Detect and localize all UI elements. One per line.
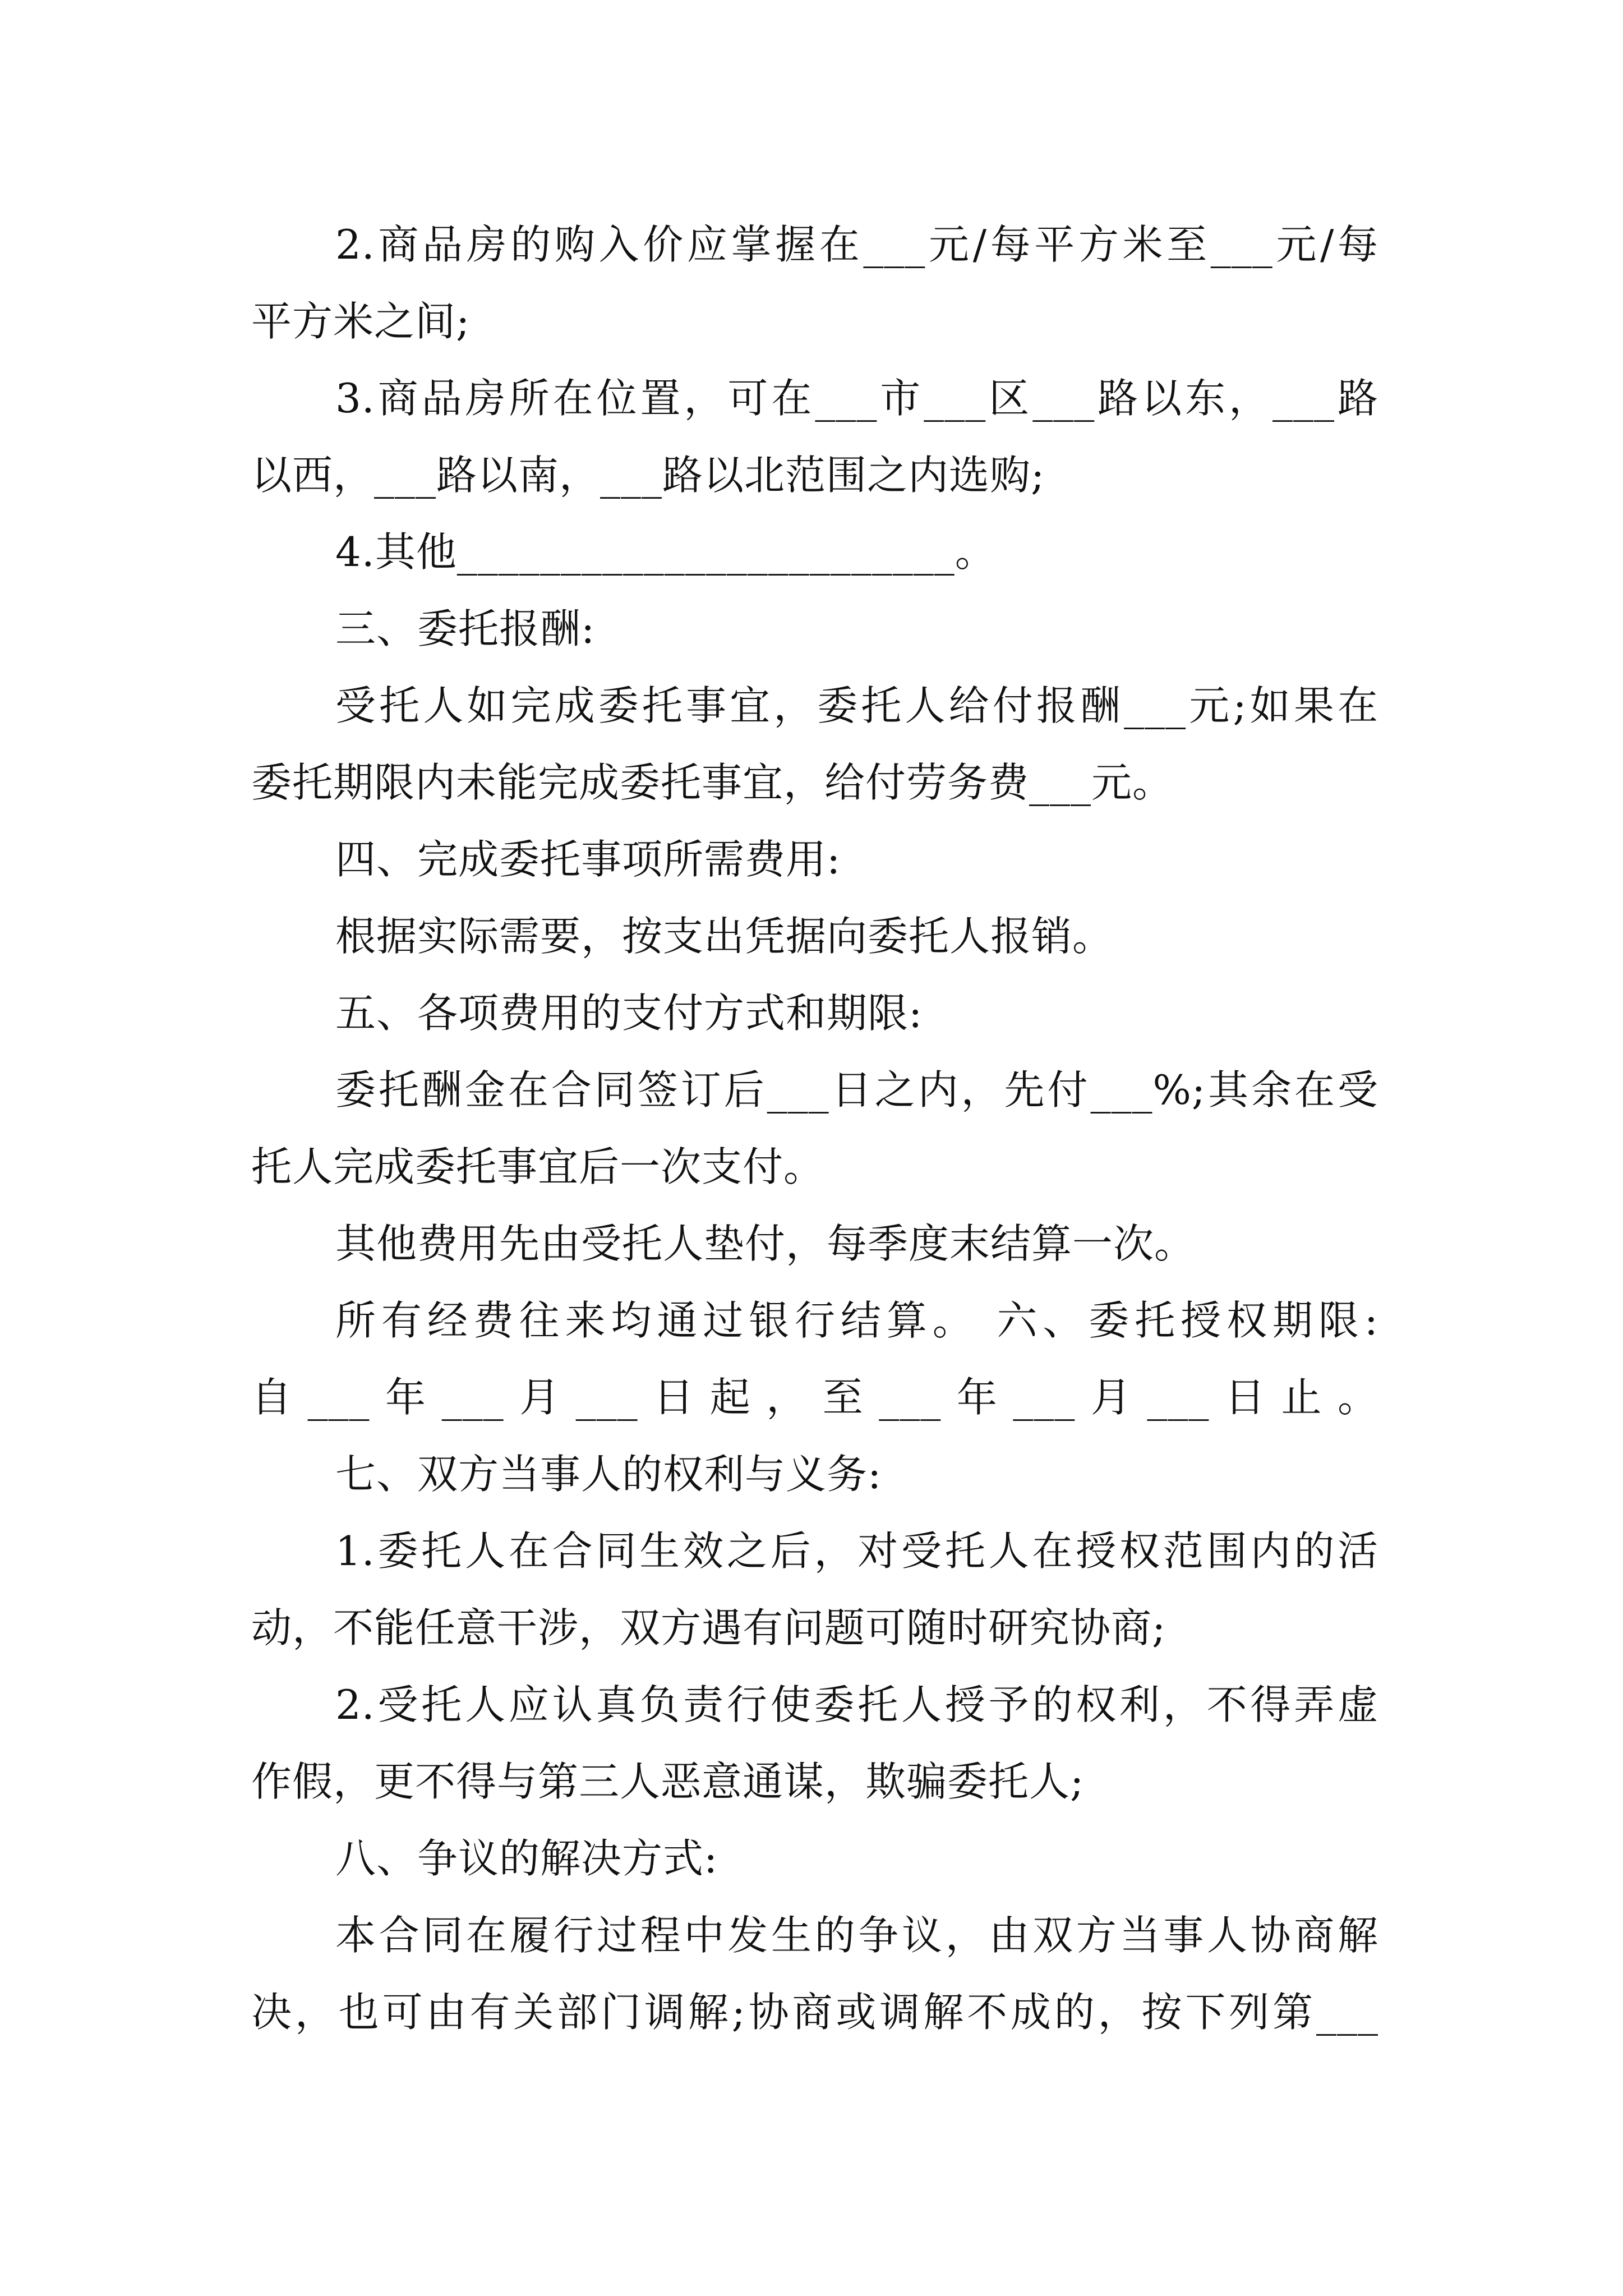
rights-line-4: 作假，更不得与第三人恶意通谋，欺骗委托人;	[251, 1758, 1085, 1805]
authorization-period-line: 自___年___月___日起，至___年___月___日止。	[251, 1374, 1378, 1421]
rights-line-2: 动，不能任意干涉，双方遇有问题可随时研究协商;	[251, 1604, 1166, 1651]
other-line: 4.其他________________________。	[335, 528, 996, 576]
payment-line-3: 其他费用先由受托人垫付，每季度末结算一次。	[335, 1220, 1196, 1267]
section-heading-rights: 七、双方当事人的权利与义务:	[335, 1451, 882, 1498]
price-range-line-2: 平方米之间;	[251, 298, 471, 345]
section-heading-disputes: 八、争议的解决方式:	[335, 1835, 718, 1882]
remuneration-line-1: 受托人如完成委托事宜，委托人给付报酬___元;如果在	[335, 682, 1378, 729]
disputes-line-1: 本合同在履行过程中发生的争议，由双方当事人协商解	[335, 1912, 1378, 1959]
expenses-line: 根据实际需要，按支出凭据向委托人报销。	[335, 913, 1114, 960]
rights-line-3: 2.受托人应认真负责行使委托人授予的权利，不得弄虚	[335, 1681, 1378, 1728]
location-line-1: 3.商品房所在位置，可在___市___区___路以东，___路	[335, 375, 1378, 422]
rights-line-1: 1.委托人在合同生效之后，对受托人在授权范围内的活	[335, 1527, 1378, 1575]
disputes-line-2: 决，也可由有关部门调解;协商或调解不成的，按下列第___	[251, 1989, 1378, 2036]
section-heading-remuneration: 三、委托报酬:	[335, 605, 596, 652]
payment-line-2: 托人完成委托事宜后一次支付。	[251, 1143, 825, 1190]
section-heading-payment: 五、各项费用的支付方式和期限:	[335, 990, 923, 1037]
remuneration-line-2: 委托期限内未能完成委托事宜，给付劳务费___元。	[251, 759, 1174, 806]
settlement-and-authorization-heading: 所有经费往来均通过银行结算。 六、委托授权期限:	[335, 1297, 1378, 1344]
price-range-line-1: 2.商品房的购入价应掌握在___元/每平方米至___元/每	[335, 221, 1378, 268]
section-heading-expenses: 四、完成委托事项所需费用:	[335, 836, 841, 883]
location-line-2: 以西，___路以南，___路以北范围之内选购;	[251, 452, 1045, 499]
document-body	[251, 206, 1378, 2051]
payment-line-1: 委托酬金在合同签订后___日之内，先付___%;其余在受	[335, 1066, 1378, 1114]
